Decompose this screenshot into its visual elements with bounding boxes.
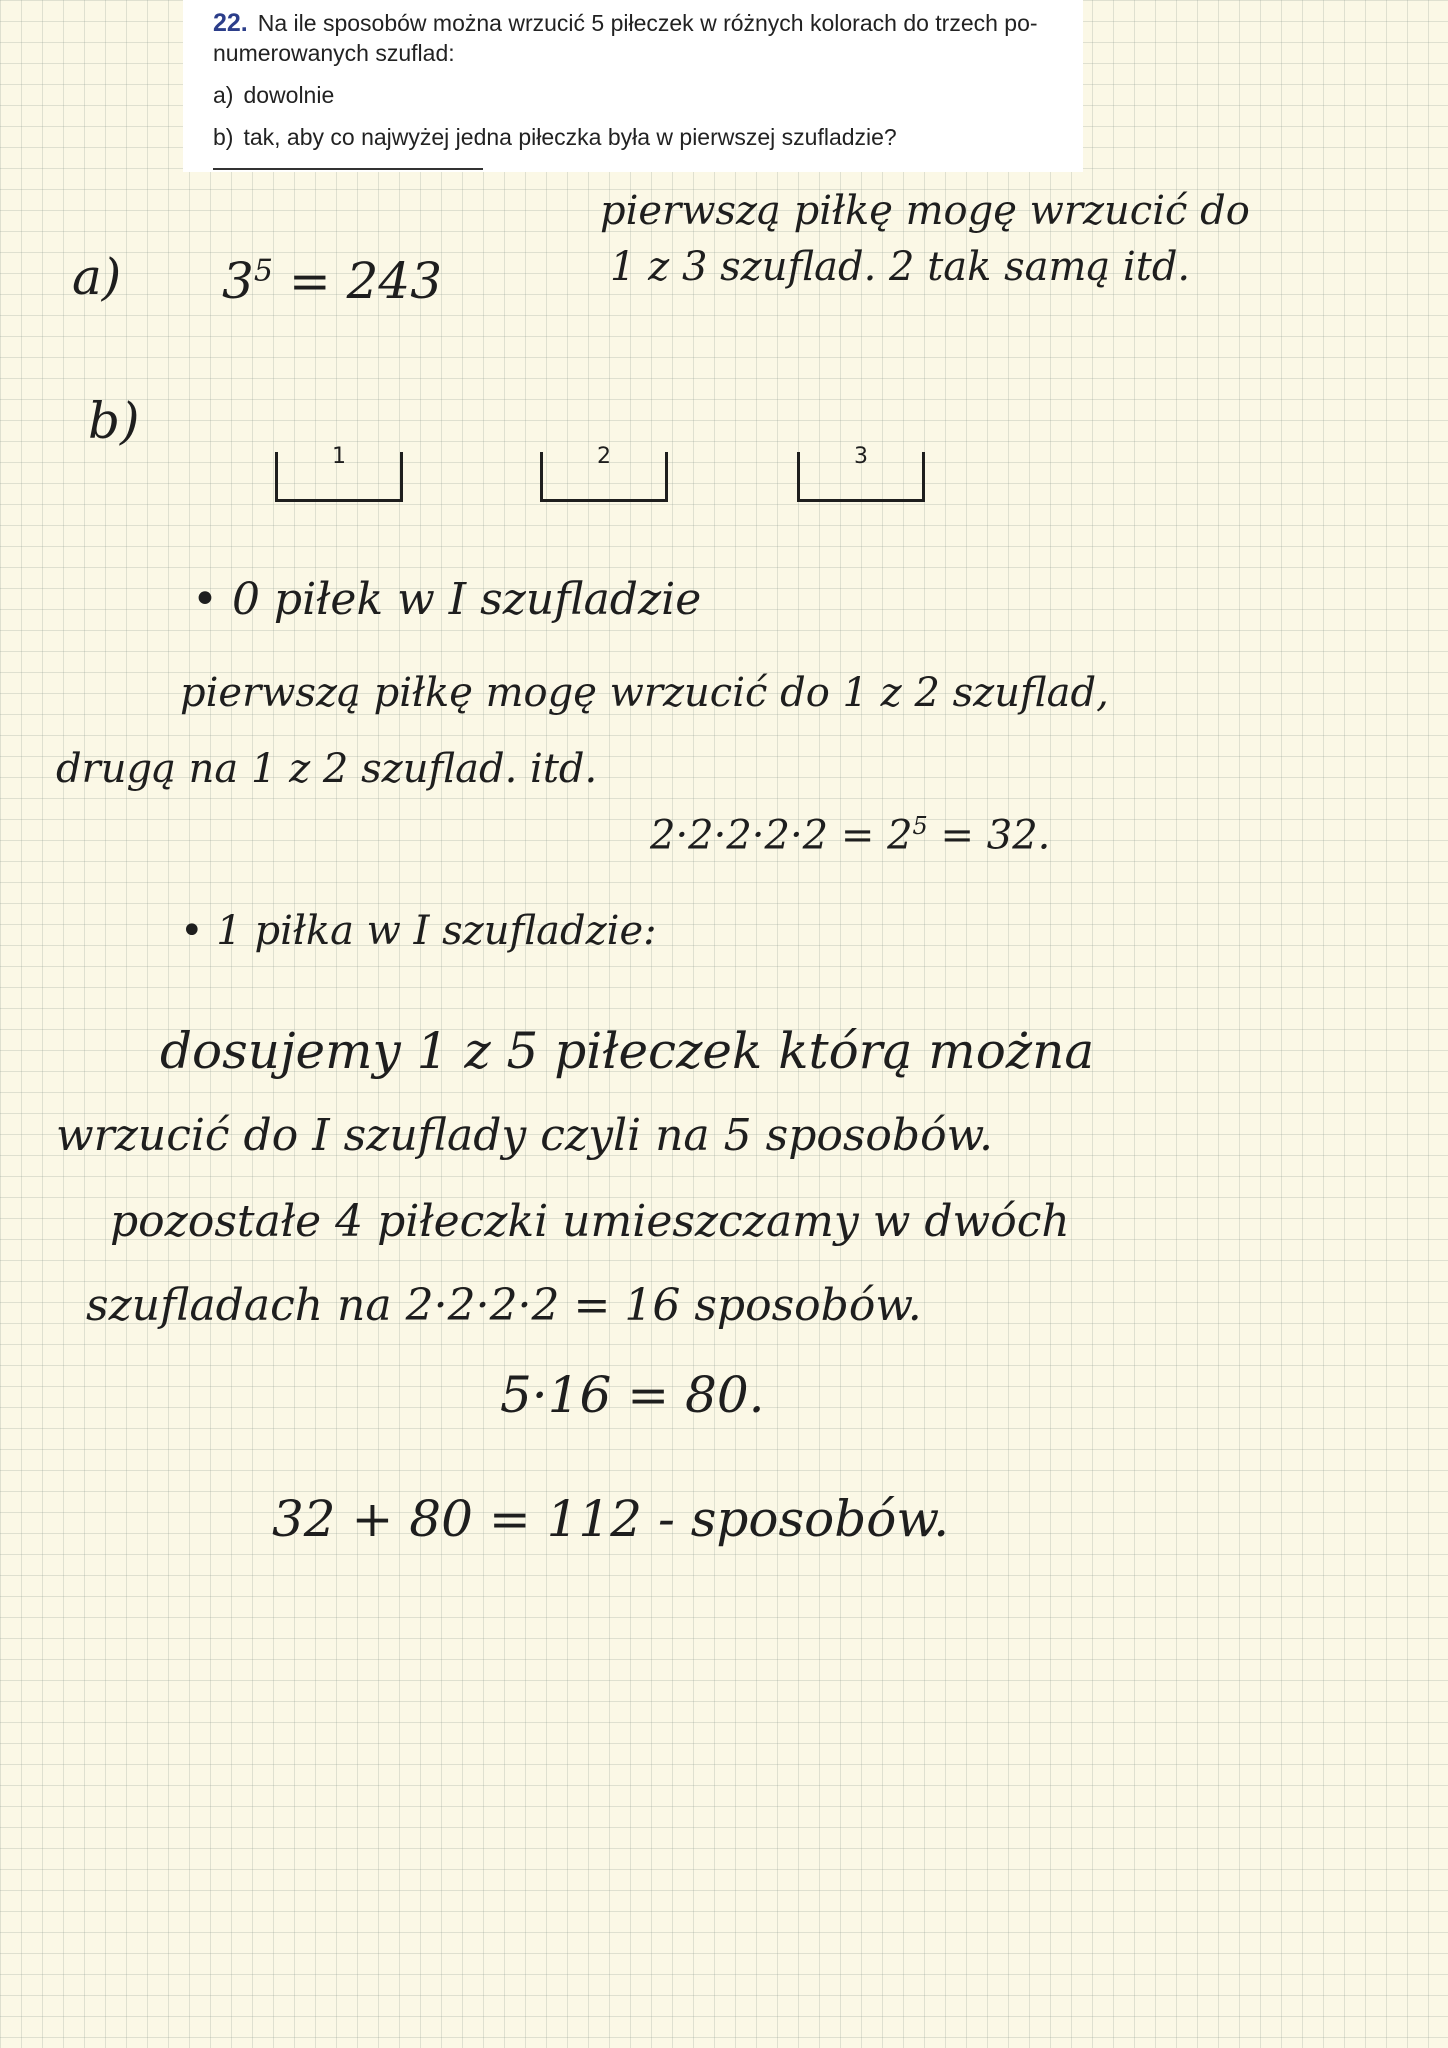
case-0-power-base: 2 bbox=[887, 812, 913, 859]
problem-statement bbox=[183, 0, 1083, 172]
problem-option-a bbox=[213, 80, 1053, 110]
case-0-power-exp: 5 bbox=[912, 812, 928, 840]
option-a-label: a) bbox=[213, 82, 234, 108]
case-0-calc bbox=[650, 812, 1050, 858]
case-0-line-1: pierwszą piłkę mogę wrzucić do 1 z 2 szuflad, bbox=[180, 670, 1109, 716]
part-b-label: b) bbox=[88, 392, 140, 450]
drawer-2-label: 2 bbox=[597, 444, 611, 469]
problem-line-1 bbox=[213, 8, 1053, 38]
problem-number: 22. bbox=[213, 9, 248, 37]
drawer-1 bbox=[275, 444, 403, 502]
option-a-text: dowolnie bbox=[243, 82, 335, 108]
drawer-1-label: 1 bbox=[332, 444, 346, 469]
final-total: 32 + 80 = 112 - sposobów. bbox=[272, 1490, 950, 1548]
case-0-title: • 0 piłek w I szufladzie bbox=[192, 574, 702, 625]
part-a-note-line-1: pierwszą piłkę mogę wrzucić do bbox=[600, 188, 1250, 234]
part-a-note-line-2: 1 z 3 szuflad. 2 tak samą itd. bbox=[610, 244, 1191, 290]
case-1-line-2: wrzucić do I szuflady czyli na 5 sposobów. bbox=[56, 1110, 993, 1161]
drawer-2 bbox=[540, 444, 668, 502]
case-1-line-4: szufladach na 2·2·2·2 = 16 sposobów. bbox=[86, 1280, 922, 1331]
part-a-formula bbox=[222, 252, 442, 310]
problem-underline bbox=[213, 168, 483, 170]
part-a-label: a) bbox=[72, 248, 122, 306]
drawer-3 bbox=[797, 444, 925, 502]
case-1-calc: 5·16 = 80. bbox=[500, 1366, 765, 1424]
part-a-base: 3 bbox=[222, 252, 254, 310]
problem-option-b bbox=[213, 122, 1053, 152]
case-0-result: = 32. bbox=[940, 812, 1051, 859]
case-1-line-3: pozostałe 4 piłeczki umieszczamy w dwóch bbox=[110, 1196, 1070, 1247]
case-1-title: • 1 piłka w I szufladzie: bbox=[180, 908, 657, 954]
case-0-line-2: drugą na 1 z 2 szuflad. itd. bbox=[56, 746, 598, 792]
option-b-text: tak, aby co najwyżej jedna piłeczka była w pierwszej szufladzie? bbox=[243, 124, 897, 150]
option-b-label: b) bbox=[213, 124, 234, 150]
case-0-product: 2·2·2·2·2 = bbox=[650, 812, 875, 859]
part-a-result: = 243 bbox=[288, 252, 443, 310]
problem-text-1: Na ile sposobów można wrzucić 5 piłeczek w różnych kolorach do trzech po- bbox=[257, 10, 1038, 36]
problem-line-2: numerowanych szuflad: bbox=[213, 40, 455, 66]
case-1-line-1: dosujemy 1 z 5 piłeczek którą można bbox=[160, 1022, 1095, 1080]
drawer-3-label: 3 bbox=[854, 444, 868, 469]
part-a-exponent: 5 bbox=[253, 253, 273, 289]
